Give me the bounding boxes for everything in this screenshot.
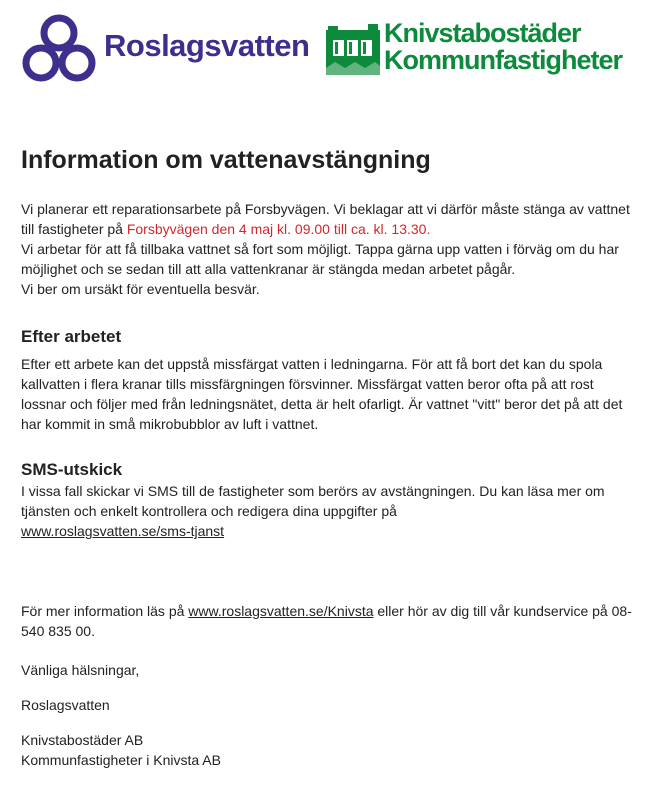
intro-paragraph [21,199,633,239]
intro-paragraph-3: Vi ber om ursäkt för eventuella besvär. [21,281,260,297]
after-work-text: Efter ett arbete kan det uppstå missfärgat vatten i ledningarna. För att få bort det kan du spola kallvatten i flera kranar tills missfärgningen försvinner. Missfärgat vatten beror ofta på att rost lossnar och följer med från ledningsnätet, detta är helt ofarligt. Är vattnet "vitt" beror det på att det har kommit in små mikrobubblor av luft i vattnet. [21,356,623,432]
knivsta-info-link[interactable]: www.roslagsvatten.se/Knivsta [188,603,374,619]
shutoff-time-highlight: Forsbyvägen den 4 maj kl. 09.00 till ca. kl. 13.30. [126,221,431,237]
sender-knivstabostader: Knivstabostäder AB [21,732,144,748]
after-work-heading: Efter arbetet [21,327,122,346]
more-info-paragraph [21,601,633,641]
more-info-text-after: eller hör av dig till vår kundservice på 08-540 835 00. [21,603,632,639]
sender-kommunfastigheter: Kommunfastigheter i Knivsta AB [21,752,221,768]
sender-roslagsvatten: Roslagsvatten [21,697,110,713]
knivsta-logo-line2: Kommunfastigheter [384,45,623,75]
page-title: Information om vattenavstängning [21,146,431,174]
roslagsvatten-logo-icon [20,13,98,83]
knivsta-logo-text [384,20,622,74]
knivsta-logo-icon [325,22,381,76]
intro-paragraph-2: Vi arbetar för att få tillbaka vattnet så fort som möjligt. Tappa gärna upp vatten i förväg om du har möjlighet och se sedan till att alla vattenkranar är stängda medan arbetet pågår. [21,241,619,277]
intro-text: Vi planerar ett reparationsarbete på Forsbyvägen. Vi beklagar att vi därför måste stänga av vattnet till fastigheter på [21,201,630,237]
more-info-text: För mer information läs på [21,603,189,619]
sms-service-link[interactable]: www.roslagsvatten.se/sms-tjanst [21,523,225,539]
notice-content [21,143,633,770]
sms-heading: SMS-utskick [21,460,123,479]
header-logos [0,0,655,90]
knivsta-logo-line1: Knivstabostäder [384,18,581,48]
roslagsvatten-logo-text: Roslagsvatten [104,28,310,63]
sms-text: I vissa fall skickar vi SMS till de fastigheter som berörs av avstängningen. Du kan läsa mer om tjänsten och enkelt kontrollera och redigera dina uppgifter på [21,483,605,519]
greeting: Vänliga hälsningar, [21,662,140,678]
